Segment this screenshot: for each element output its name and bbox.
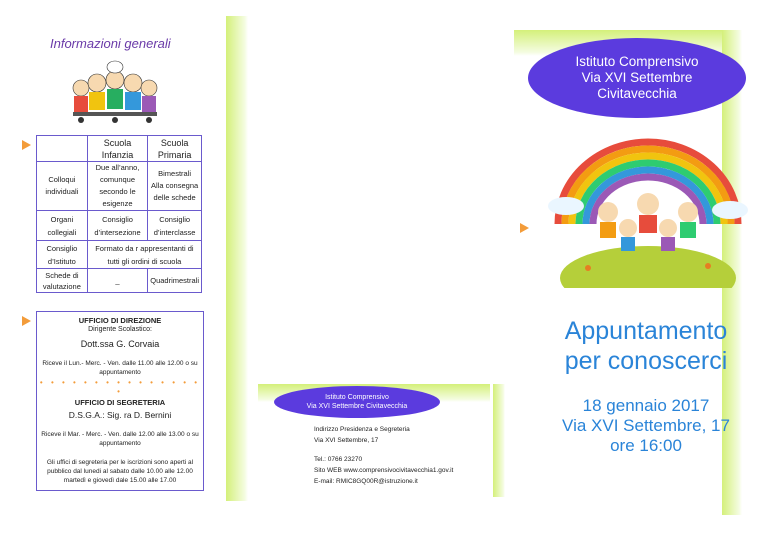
segreteria-note: Gli uffici di segreteria per le iscrizioni sono aperti al pubblico dal lunedi al sabato dalle 10.00 alle 12.00 martedì e giovedì dale 15.00 alle 17.00 bbox=[46, 459, 194, 484]
table-header: Scuola Infanzia bbox=[87, 136, 147, 162]
peanuts-kids-image bbox=[67, 58, 163, 128]
table-cell: Consiglio d’intersezione bbox=[87, 211, 147, 241]
tel: Tel.: 0766 23270 bbox=[314, 456, 363, 463]
green-bar-right bbox=[493, 384, 505, 497]
table-cell: Formato da r appresentanti di tutti gli ordini di scuola bbox=[87, 241, 201, 269]
table-cell: Schede di valutazione bbox=[37, 269, 88, 293]
table-cell: Quadrimestrali bbox=[148, 269, 202, 293]
right-ellipse bbox=[528, 38, 746, 118]
table-cell: Bimestrali Alla consegna delle schede bbox=[148, 162, 202, 211]
orange-arrow-icon bbox=[520, 223, 529, 233]
info-heading: Informazioni generali bbox=[50, 36, 171, 51]
website: Sito WEB www.comprensivocivitavecchia1.gov.it bbox=[314, 467, 454, 474]
rainbow-kids-image bbox=[548, 128, 748, 288]
info-table bbox=[36, 135, 202, 293]
dotted-divider: • • • • • • • • • • • • • • • • bbox=[39, 378, 201, 396]
direzione-hours: Riceve il Lun.- Merc. - Ven. dalle 11.00 alle 12.00 o su appuntamento bbox=[42, 360, 198, 376]
table-cell: Organi collegiali bbox=[37, 211, 88, 241]
middle-contacts bbox=[314, 424, 494, 487]
event-title: Appuntamento per conoscerci bbox=[564, 317, 728, 375]
middle-ellipse bbox=[274, 386, 440, 418]
table-header: Scuola Primaria bbox=[148, 136, 202, 162]
right-ellipse-text: Istituto Comprensivo Via XVI Settembre Civitavecchia bbox=[575, 54, 699, 101]
table-cell: Due all’anno, comunque secondo le esigenze bbox=[87, 162, 147, 211]
green-bar-left bbox=[226, 16, 248, 501]
event-street: Via XVI Settembre, 17 bbox=[562, 416, 730, 435]
direzione-name: Dott.ssa G. Corvaia bbox=[80, 339, 160, 349]
event-date: 18 gennaio 2017 bbox=[582, 396, 710, 415]
table-cell: Consiglio d’Istituto bbox=[37, 241, 88, 269]
table-header-empty bbox=[37, 136, 88, 162]
info-table-wrapper bbox=[36, 135, 202, 293]
direzione-role: Dirigente Scolastico: bbox=[88, 326, 152, 333]
segreteria-title: UFFICIO DI SEGRETERIA bbox=[74, 398, 166, 407]
address: Via XVI Settembre, 17 bbox=[314, 437, 379, 444]
address-title: Indirizzo Presidenza e Segreteria bbox=[314, 426, 410, 433]
middle-ellipse-text: Istituto Comprensivo Via XVI Settembre Civitavecchia bbox=[306, 394, 408, 410]
event-time: ore 16:00 bbox=[610, 436, 682, 455]
table-cell: Consiglio d’interclasse bbox=[148, 211, 202, 241]
email: E-mail: RMIC8GQ00R@istruzione.it bbox=[314, 478, 418, 485]
segreteria-name: D.S.G.A.: Sig. ra D. Bernini bbox=[68, 410, 172, 420]
orange-arrow-icon bbox=[22, 316, 31, 326]
office-box bbox=[36, 311, 204, 491]
table-cell: Colloqui individuali bbox=[37, 162, 88, 211]
orange-arrow-icon bbox=[22, 140, 31, 150]
direzione-title: UFFICIO DI DIREZIONE bbox=[78, 316, 162, 325]
segreteria-hours: Riceve il Mar. - Merc. - Ven. dalle 12.00 alle 13.00 o su appuntamento bbox=[41, 431, 199, 447]
table-cell: _ bbox=[87, 269, 147, 293]
